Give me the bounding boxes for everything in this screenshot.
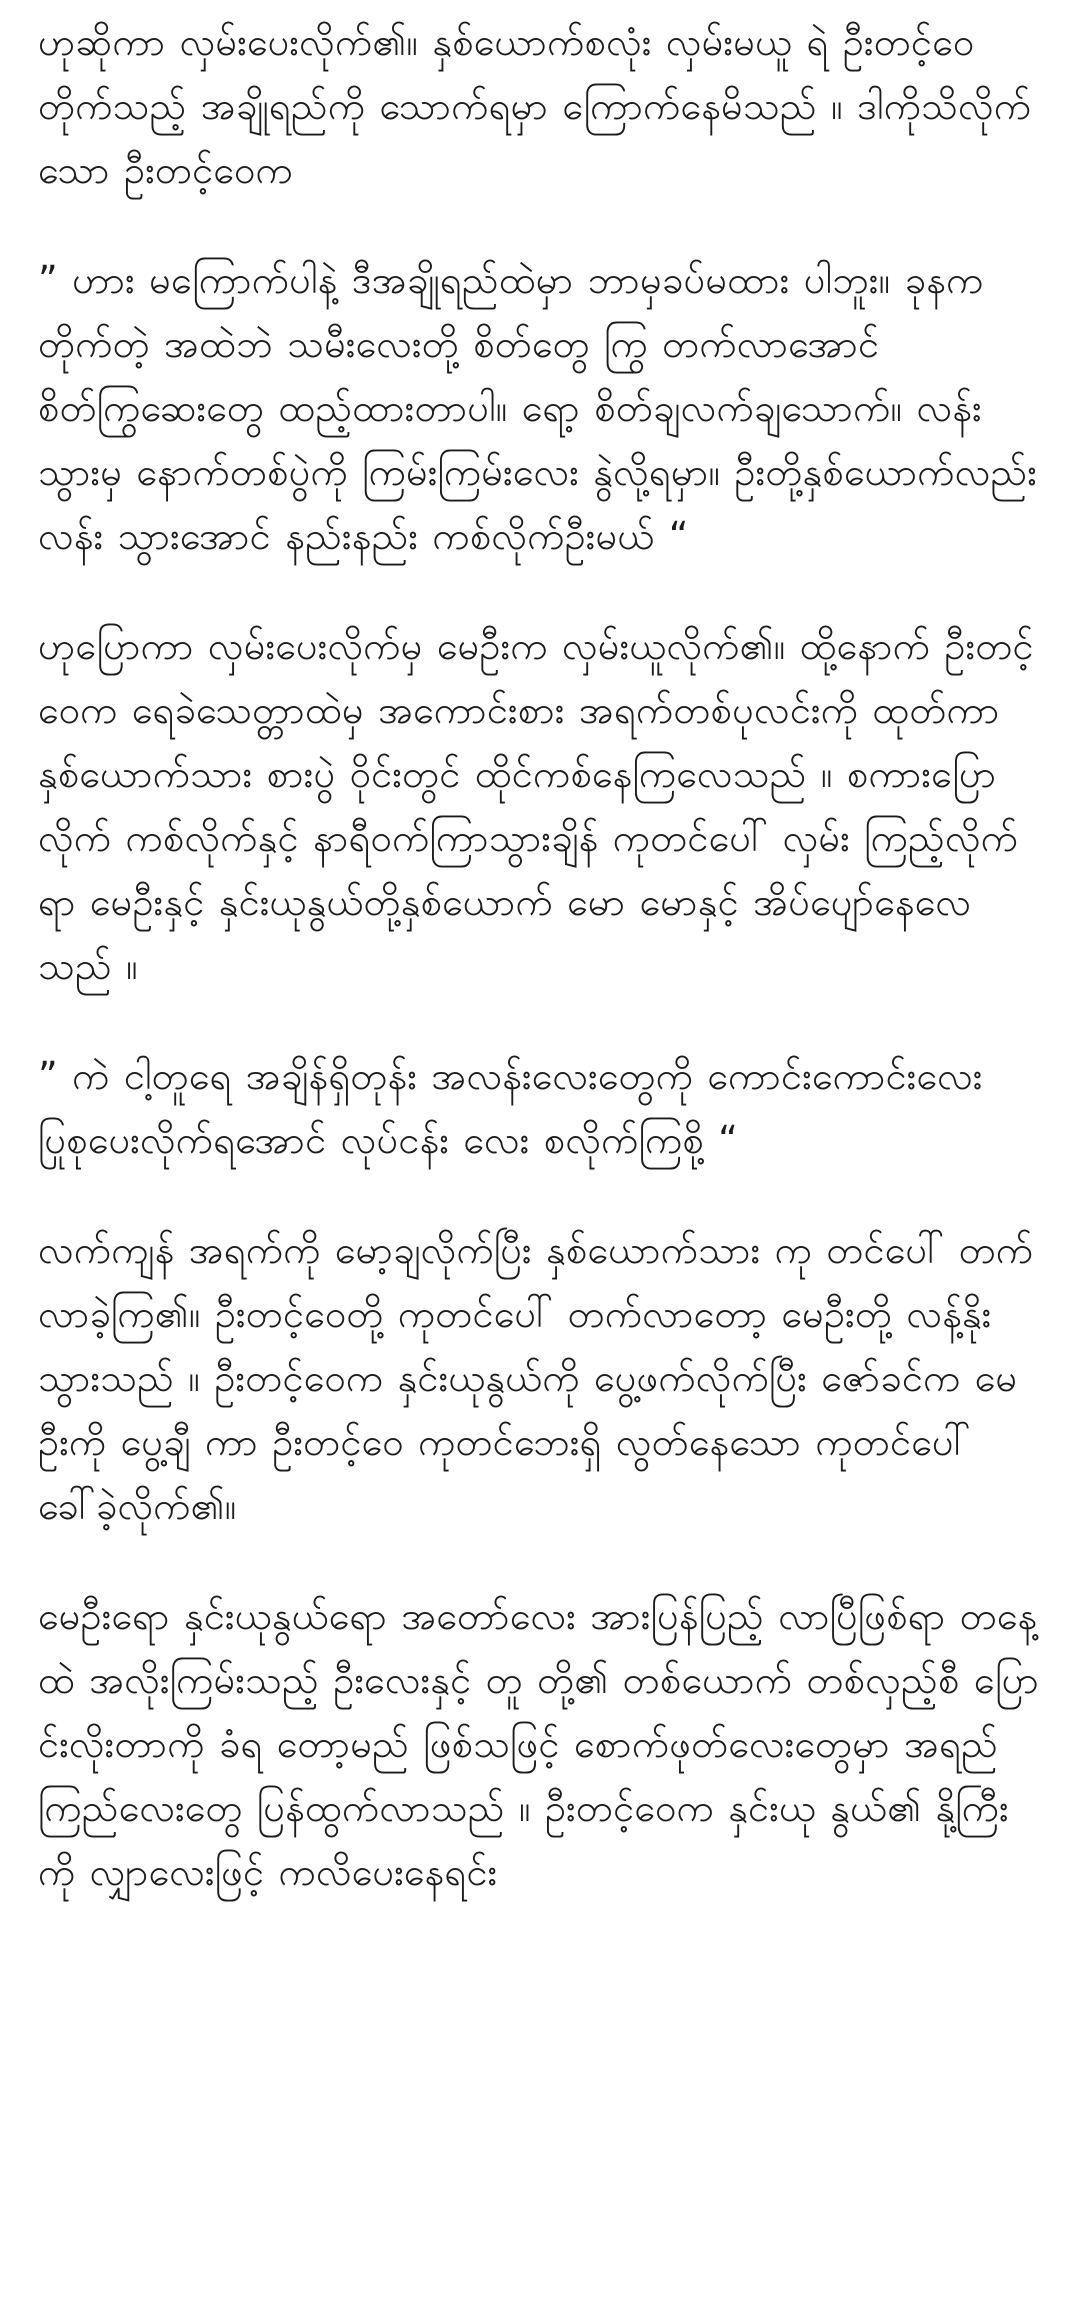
story-paragraph-3: ဟုပြောကာ လှမ်းပေးလိုက်မှ မေဦးက လှမ်းယူလိုက်၏။ ထို့နောက် ဦးတင့်ဝေက ရေခဲသေတ္တာထဲမှ အကောင်းစား အရက်တစ်ပုလင်းကို ထုတ်ကာ နှစ်ယောက်သား စားပွဲ ဝိုင်းတွင် ထိုင်ကစ်နေကြလေသည် ။ စကားပြောလိုက် ကစ်လိုက်နှင့် နာရီဝက်ကြာသွားချိန် ကုတင်ပေါ် လှမ်း ကြည့်လိုက်ရာ မေဦးနှင့် နှင်းယုနွယ်တို့နှစ်ယောက် မော မောနှင့် အိပ်ပျော်နေလေသည် ။ [38,624,1034,988]
story-paragraph-1: ဟုဆိုကာ လှမ်းပေးလိုက်၏။ နှစ်ယောက်စလုံး လှမ်းမယူ ရဲ ဦးတင့်ဝေ တိုက်သည့် အချိုရည်ကို သောက်ရမှာ ကြောက်နေမိသည် ။ ဒါကိုသိလိုက်သော ဦးတင့်ဝေက [38,20,1032,192]
story-paragraph-4: ” ကဲ ငါ့တူရေ အချိန်ရှိတုန်း အလန်းလေးတွေကို ကောင်းကောင်းလေး ပြုစုပေးလိုက်ရအောင် လုပ်ငန်း လေး စလိုက်ကြစို့ “ [38,1054,983,1162]
story-paragraph-5: လက်ကျန် အရက်ကို မော့ချလိုက်ပြီး နှစ်ယောက်သား ကု တင်ပေါ် တက်လာခဲ့ကြ၏။ ဦးတင့်ဝေတို့ ကုတင်ပေါ် တက်လာတော့ မေဦးတို့ လန့်နိုးသွားသည် ။ ဦးတင့်ဝေက နှင်းယုနွယ်ကို ပွေ့ဖက်လိုက်ပြီး ဇော်ခင်က မေဦးကို ပွေ့ချီ ကာ ဦးတင့်ဝေ ကုတင်ဘေးရှိ လွတ်နေသော ကုတင်ပေါ် ခေါ်ခဲ့လိုက်၏။ [38,1228,1034,1528]
story-paragraph-6: မေဦးရော နှင်းယုနွယ်ရော အတော်လေး အားပြန်ပြည့် လာပြီဖြစ်ရာ တနေ့ထဲ အလိုးကြမ်းသည့် ဦးလေးနှင့် တူ တို့၏ တစ်ယောက် တစ်လှည့်စီ ပြောင်းလိုးတာကို ခံရ တော့မည် ဖြစ်သဖြင့် စောက်ဖုတ်လေးတွေမှာ အရည် ကြည်လေးတွေ ပြန်ထွက်လာသည် ။ ဦးတင့်ဝေက နှင်းယု နွယ်၏ နို့ကြီးကို လျှာလေးဖြင့် ကလိပေးနေရင်း [38,1594,1040,1894]
story-paragraph-2: ” ဟား မကြောက်ပါနဲ့ ဒီအချိုရည်ထဲမှာ ဘာမှခပ်မထား ပါဘူး။ ခုနကတိုက်တဲ့ အထဲဘဲ သမီးလေးတို့ စိတ်တွေ ကြွ တက်လာအောင် စိတ်ကြွဆေးတွေ ထည့်ထားတာပါ။ ရော့ စိတ်ချလက်ချသောက်။ လန်းသွားမှ နောက်တစ်ပွဲကို ကြမ်းကြမ်းလေး နွဲလို့ရမှာ။ ဦးတို့နှစ်ယောက်လည်း လန်း သွားအောင် နည်းနည်း ကစ်လိုက်ဦးမယ် “ [38,258,1038,558]
